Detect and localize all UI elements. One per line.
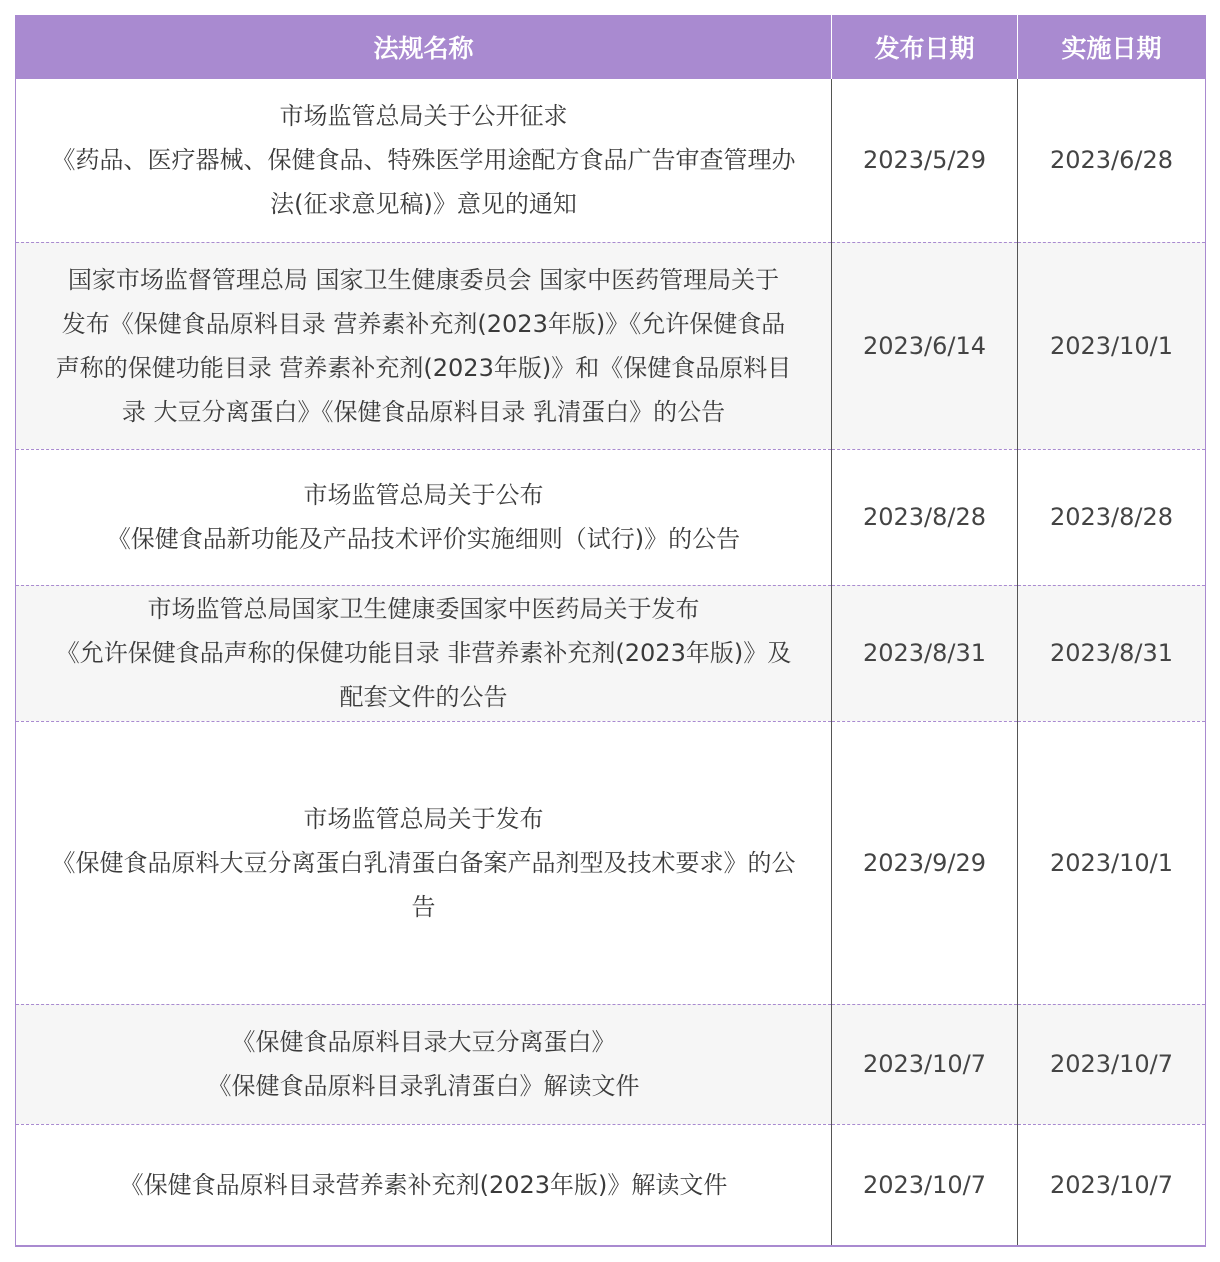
publish-date-cell: 2023/8/28 <box>832 449 1018 585</box>
regulation-name-cell <box>16 79 832 242</box>
header-publish-date: 发布日期 <box>832 15 1018 79</box>
regulation-name-line: 国家市场监督管理总局 国家卫生健康委员会 国家中医药管理局关于 <box>67 265 780 294</box>
regulation-name-cell <box>16 1004 832 1124</box>
regulation-name-line: 《药品、医疗器械、保健食品、特殊医学用途配方食品广告审查管理办 <box>51 146 796 175</box>
regulation-name-line: 告 <box>411 892 436 921</box>
table-row <box>16 242 1206 449</box>
regulation-name-line: 《保健食品原料目录大豆分离蛋白》 <box>231 1028 616 1056</box>
regulation-name-line: 市场监管总局国家卫生健康委国家中医药局关于发布 <box>147 595 700 623</box>
regulation-name-line: 《保健食品新功能及产品技术评价实施细则（试行)》的公告 <box>106 525 741 553</box>
table-row <box>16 79 1206 242</box>
publish-date-cell: 2023/10/7 <box>832 1124 1018 1246</box>
regulation-name-line: 录 大豆分离蛋白》《保健食品原料目录 乳清蛋白》的公告 <box>121 397 726 426</box>
header-row <box>16 15 1206 79</box>
publish-date-cell: 2023/10/7 <box>832 1004 1018 1124</box>
table-row <box>16 1124 1206 1246</box>
regulation-name-line: 市场监管总局关于公开征求 <box>279 102 568 131</box>
implement-date-cell: 2023/8/28 <box>1018 449 1206 585</box>
publish-date-cell: 2023/8/31 <box>832 585 1018 721</box>
implement-date-cell: 2023/10/1 <box>1018 721 1206 1004</box>
regulations-table <box>15 15 1206 1247</box>
table-row <box>16 585 1206 721</box>
regulation-name-line: 《保健食品原料目录营养素补充剂(2023年版)》解读文件 <box>119 1170 728 1199</box>
regulation-name-cell <box>16 721 832 1004</box>
regulation-name-line: 《允许保健食品声称的保健功能目录 非营养素补充剂(2023年版)》及 <box>55 639 792 667</box>
implement-date-cell: 2023/10/7 <box>1018 1004 1206 1124</box>
regulation-name-line: 配套文件的公告 <box>339 683 508 711</box>
implement-date-cell: 2023/8/31 <box>1018 585 1206 721</box>
header-implement-date: 实施日期 <box>1018 15 1206 79</box>
regulation-name-line: 《保健食品原料大豆分离蛋白乳清蛋白备案产品剂型及技术要求》的公 <box>51 848 796 877</box>
implement-date-cell: 2023/6/28 <box>1018 79 1206 242</box>
publish-date-cell: 2023/9/29 <box>832 721 1018 1004</box>
regulation-name-line: 《保健食品原料目录乳清蛋白》解读文件 <box>207 1072 640 1100</box>
publish-date-cell: 2023/6/14 <box>832 242 1018 449</box>
regulation-name-cell <box>16 585 832 721</box>
regulation-name-line: 声称的保健功能目录 营养素补充剂(2023年版)》和《保健食品原料目 <box>55 353 792 382</box>
regulation-name-line: 市场监管总局关于发布 <box>303 804 544 833</box>
table-header <box>16 15 1206 79</box>
table-row <box>16 721 1206 1004</box>
regulation-name-cell <box>16 1124 832 1246</box>
regulation-name-cell <box>16 242 832 449</box>
implement-date-cell: 2023/10/1 <box>1018 242 1206 449</box>
header-regulation-name: 法规名称 <box>16 15 832 79</box>
regulation-name-line: 市场监管总局关于公布 <box>303 481 544 509</box>
regulation-name-cell <box>16 449 832 585</box>
regulation-name-line: 法(征求意见稿)》意见的通知 <box>270 190 577 219</box>
implement-date-cell: 2023/10/7 <box>1018 1124 1206 1246</box>
table-row <box>16 1004 1206 1124</box>
regulation-name-line: 发布《保健食品原料目录 营养素补充剂(2023年版)》《允许保健食品 <box>61 309 786 338</box>
publish-date-cell: 2023/5/29 <box>832 79 1018 242</box>
table-row <box>16 449 1206 585</box>
